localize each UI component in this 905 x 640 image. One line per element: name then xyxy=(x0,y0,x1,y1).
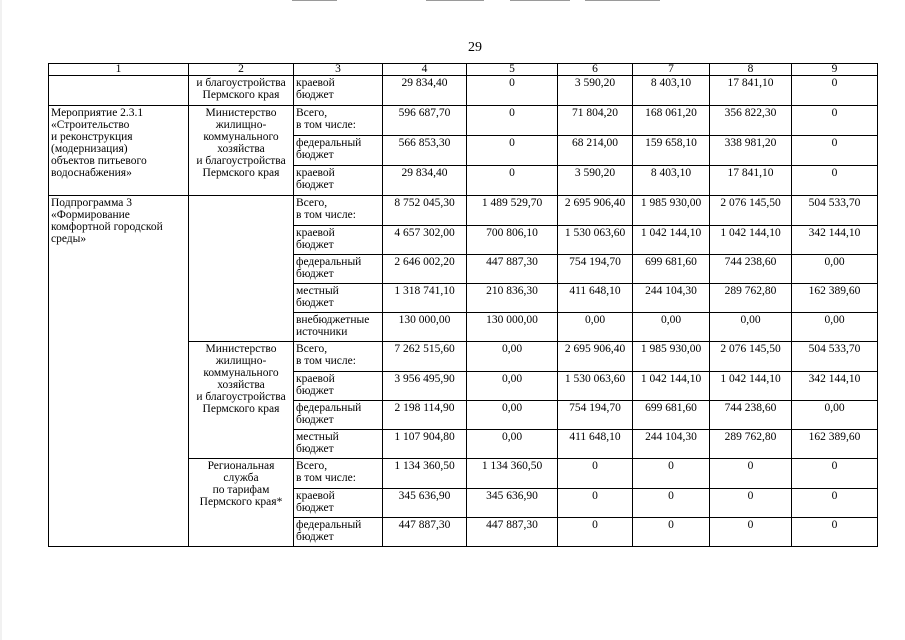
column-header: 2 xyxy=(189,64,294,76)
value-cell: 162 389,60 xyxy=(792,430,878,459)
column-header: 7 xyxy=(633,64,710,76)
value-cell: 0 xyxy=(710,518,792,547)
measure-title-cell xyxy=(49,106,189,196)
value-cell: 447 887,30 xyxy=(467,518,558,547)
value-cell: 1 042 144,10 xyxy=(710,226,792,255)
value-cell: 0,00 xyxy=(467,430,558,459)
source-cell xyxy=(294,372,383,401)
value-cell: 0 xyxy=(558,459,633,489)
value-cell: 7 262 515,60 xyxy=(383,342,467,372)
value-cell: 210 836,30 xyxy=(467,284,558,313)
value-cell: 0,00 xyxy=(467,372,558,401)
executor-name: и благоустройства Пермского края xyxy=(196,77,286,101)
funding-source: местный бюджет xyxy=(296,285,339,309)
value-cell: 0,00 xyxy=(792,401,878,430)
value-cell: 29 834,40 xyxy=(383,76,467,106)
value-cell: 447 887,30 xyxy=(383,518,467,547)
source-cell xyxy=(294,226,383,255)
value-cell: 699 681,60 xyxy=(633,401,710,430)
value-cell: 0 xyxy=(633,518,710,547)
value-cell: 68 214,00 xyxy=(558,136,633,166)
source-cell xyxy=(294,313,383,342)
executor-cell xyxy=(189,76,294,106)
value-cell: 1 107 904,80 xyxy=(383,430,467,459)
funding-source: краевой бюджет xyxy=(296,167,335,191)
value-cell: 8 752 045,30 xyxy=(383,196,467,226)
value-cell: 0 xyxy=(792,459,878,489)
source-cell xyxy=(294,430,383,459)
activity-cell-empty xyxy=(49,76,189,106)
value-cell: 0,00 xyxy=(792,255,878,284)
value-cell: 4 657 302,00 xyxy=(383,226,467,255)
value-cell: 1 318 741,10 xyxy=(383,284,467,313)
value-cell: 744 238,60 xyxy=(710,401,792,430)
value-cell: 0,00 xyxy=(558,313,633,342)
funding-source: Всего, в том числе: xyxy=(296,460,356,484)
funding-source: Всего, в том числе: xyxy=(296,343,356,367)
funding-source: федеральный бюджет xyxy=(296,519,362,543)
source-cell xyxy=(294,518,383,547)
value-cell: 1 042 144,10 xyxy=(633,226,710,255)
value-cell: 2 695 906,40 xyxy=(558,342,633,372)
measure-title: Мероприятие 2.3.1 «Строительство и реконструкция (модернизация) объектов питьевого водоснабжения» xyxy=(51,107,147,179)
source-cell xyxy=(294,196,383,226)
value-cell: 411 648,10 xyxy=(558,284,633,313)
value-cell: 29 834,40 xyxy=(383,166,467,196)
table-row xyxy=(49,196,878,226)
value-cell: 1 134 360,50 xyxy=(383,459,467,489)
page-number: 29 xyxy=(468,40,482,55)
value-cell: 1 134 360,50 xyxy=(467,459,558,489)
executor-cell xyxy=(189,342,294,459)
value-cell: 345 636,90 xyxy=(467,489,558,518)
column-header: 5 xyxy=(467,64,558,76)
value-cell: 1 985 930,00 xyxy=(633,196,710,226)
column-header: 3 xyxy=(294,64,383,76)
executor-name: Министерство жилищно- коммунального хозяйства и благоустройства Пермского края xyxy=(196,107,286,179)
value-cell: 447 887,30 xyxy=(467,255,558,284)
value-cell: 342 144,10 xyxy=(792,372,878,401)
value-cell: 1 489 529,70 xyxy=(467,196,558,226)
value-cell: 1 985 930,00 xyxy=(633,342,710,372)
value-cell: 168 061,20 xyxy=(633,106,710,136)
value-cell: 596 687,70 xyxy=(383,106,467,136)
value-cell: 8 403,10 xyxy=(633,76,710,106)
source-cell xyxy=(294,342,383,372)
table-row xyxy=(49,106,878,136)
value-cell: 2 076 145,50 xyxy=(710,342,792,372)
funding-source: Всего, в том числе: xyxy=(296,197,356,221)
value-cell: 345 636,90 xyxy=(383,489,467,518)
column-header: 8 xyxy=(710,64,792,76)
value-cell: 0 xyxy=(792,76,878,106)
subprogram-title: Подпрограмма 3 «Формирование комфортной городской среды» xyxy=(51,197,163,245)
value-cell: 356 822,30 xyxy=(710,106,792,136)
value-cell: 754 194,70 xyxy=(558,401,633,430)
value-cell: 0 xyxy=(792,166,878,196)
scan-artifact-line xyxy=(510,0,570,1)
value-cell: 244 104,30 xyxy=(633,284,710,313)
source-cell xyxy=(294,489,383,518)
value-cell: 3 590,20 xyxy=(558,166,633,196)
funding-source: Всего, в том числе: xyxy=(296,107,356,131)
source-cell xyxy=(294,401,383,430)
value-cell: 0,00 xyxy=(467,342,558,372)
value-cell: 504 533,70 xyxy=(792,196,878,226)
executor-cell xyxy=(189,106,294,196)
value-cell: 0 xyxy=(792,136,878,166)
source-cell xyxy=(294,76,383,106)
value-cell: 0 xyxy=(792,489,878,518)
source-cell xyxy=(294,255,383,284)
value-cell: 0 xyxy=(633,459,710,489)
funding-source: краевой бюджет xyxy=(296,227,335,251)
value-cell: 0 xyxy=(710,459,792,489)
funding-source: местный бюджет xyxy=(296,431,339,455)
value-cell: 162 389,60 xyxy=(792,284,878,313)
executor-cell xyxy=(189,459,294,547)
value-cell: 2 695 906,40 xyxy=(558,196,633,226)
value-cell: 754 194,70 xyxy=(558,255,633,284)
table-row xyxy=(49,76,878,106)
funding-source: федеральный бюджет xyxy=(296,256,362,280)
value-cell: 1 042 144,10 xyxy=(710,372,792,401)
funding-source: краевой бюджет xyxy=(296,373,335,397)
value-cell: 0,00 xyxy=(710,313,792,342)
value-cell: 504 533,70 xyxy=(792,342,878,372)
value-cell: 71 804,20 xyxy=(558,106,633,136)
value-cell: 700 806,10 xyxy=(467,226,558,255)
scan-edge xyxy=(0,0,2,640)
source-cell xyxy=(294,106,383,136)
funding-source: федеральный бюджет xyxy=(296,137,362,161)
value-cell: 0 xyxy=(710,489,792,518)
value-cell: 0 xyxy=(467,166,558,196)
column-header: 4 xyxy=(383,64,467,76)
funding-source: краевой бюджет xyxy=(296,77,335,101)
value-cell: 8 403,10 xyxy=(633,166,710,196)
value-cell: 0 xyxy=(792,518,878,547)
value-cell: 3 956 495,90 xyxy=(383,372,467,401)
value-cell: 2 076 145,50 xyxy=(710,196,792,226)
value-cell: 1 530 063,60 xyxy=(558,226,633,255)
source-cell xyxy=(294,459,383,489)
value-cell: 2 646 002,20 xyxy=(383,255,467,284)
value-cell: 744 238,60 xyxy=(710,255,792,284)
value-cell: 289 762,80 xyxy=(710,284,792,313)
value-cell: 0,00 xyxy=(792,313,878,342)
value-cell: 0 xyxy=(792,106,878,136)
scan-artifact-line xyxy=(426,0,484,1)
value-cell: 130 000,00 xyxy=(467,313,558,342)
value-cell: 1 042 144,10 xyxy=(633,372,710,401)
funding-source: краевой бюджет xyxy=(296,490,335,514)
value-cell: 0,00 xyxy=(467,401,558,430)
value-cell: 130 000,00 xyxy=(383,313,467,342)
value-cell: 17 841,10 xyxy=(710,166,792,196)
value-cell: 3 590,20 xyxy=(558,76,633,106)
budget-table xyxy=(48,63,878,547)
funding-source: внебюджетные источники xyxy=(296,314,370,338)
executor-cell-empty xyxy=(189,196,294,342)
value-cell: 338 981,20 xyxy=(710,136,792,166)
column-header: 9 xyxy=(792,64,878,76)
value-cell: 0 xyxy=(467,136,558,166)
column-header: 1 xyxy=(49,64,189,76)
value-cell: 17 841,10 xyxy=(710,76,792,106)
value-cell: 342 144,10 xyxy=(792,226,878,255)
value-cell: 699 681,60 xyxy=(633,255,710,284)
column-header: 6 xyxy=(558,64,633,76)
value-cell: 0 xyxy=(467,76,558,106)
value-cell: 411 648,10 xyxy=(558,430,633,459)
value-cell: 1 530 063,60 xyxy=(558,372,633,401)
executor-name: Министерство жилищно- коммунального хозяйства и благоустройства Пермского края xyxy=(196,343,286,415)
value-cell: 0 xyxy=(467,106,558,136)
value-cell: 0,00 xyxy=(633,313,710,342)
scan-artifact-line xyxy=(585,0,660,1)
column-number-row xyxy=(49,64,878,76)
value-cell: 2 198 114,90 xyxy=(383,401,467,430)
scan-artifact-line xyxy=(292,0,337,1)
value-cell: 0 xyxy=(633,489,710,518)
value-cell: 244 104,30 xyxy=(633,430,710,459)
executor-name: Региональная служба по тарифам Пермского края* xyxy=(199,460,283,508)
subprogram-title-cell xyxy=(49,196,189,547)
source-cell xyxy=(294,136,383,166)
value-cell: 159 658,10 xyxy=(633,136,710,166)
value-cell: 289 762,80 xyxy=(710,430,792,459)
source-cell xyxy=(294,166,383,196)
value-cell: 0 xyxy=(558,518,633,547)
source-cell xyxy=(294,284,383,313)
value-cell: 566 853,30 xyxy=(383,136,467,166)
funding-source: федеральный бюджет xyxy=(296,402,362,426)
value-cell: 0 xyxy=(558,489,633,518)
